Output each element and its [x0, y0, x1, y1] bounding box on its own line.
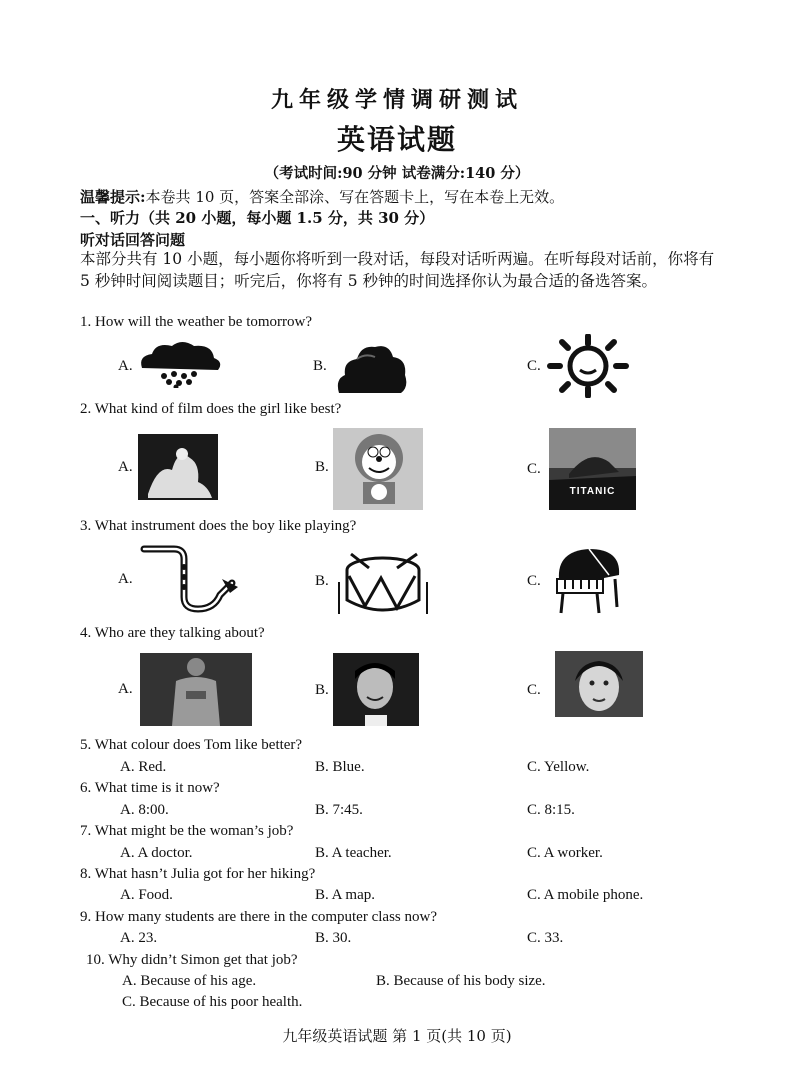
question-8: 8. What hasn’t Julia got for her hiking?	[80, 866, 316, 882]
cloud-icon	[335, 335, 409, 397]
option-8c: C. A mobile phone.	[527, 887, 644, 903]
question-7: 7. What might be the woman’s job?	[80, 823, 294, 839]
question-9: 9. How many students are there in the computer class now?	[80, 909, 437, 925]
exam-info: （考试时间:90 分钟 试卷满分:140 分）	[264, 165, 530, 182]
notice	[80, 186, 564, 207]
cartoon-cat-picture	[333, 428, 423, 510]
option-4a: A.	[118, 681, 133, 697]
option-6b: B. 7:45.	[315, 802, 363, 818]
rain-cloud-icon	[136, 338, 224, 388]
question-10: 10. Why didn’t Simon get that job?	[86, 952, 298, 968]
page-title: 九年级学情调研测试	[270, 87, 523, 113]
piano-icon	[549, 545, 629, 615]
question-1: 1. How will the weather be tomorrow?	[80, 314, 313, 330]
poster-title: TITANIC	[569, 486, 616, 497]
section-heading: 一、听力（共 20 小题，每小题 1.5 分，共 30 分）	[80, 209, 435, 227]
option-10c: C. Because of his poor health.	[122, 994, 303, 1010]
option-2a: A.	[118, 459, 133, 475]
drum-icon	[335, 546, 431, 622]
option-3a: A.	[118, 571, 133, 587]
question-3: 3. What instrument does the boy like playing?	[80, 518, 357, 534]
option-3c: C.	[527, 573, 541, 589]
option-8b: B. A map.	[315, 887, 376, 903]
option-8a: A. Food.	[120, 887, 173, 903]
option-2b: B.	[315, 459, 329, 475]
option-6c: C. 8:15.	[527, 802, 575, 818]
film-still-photo	[138, 434, 218, 500]
option-4c: C.	[527, 682, 541, 698]
question-2: 2. What kind of film does the girl like best?	[80, 401, 342, 417]
sun-icon	[542, 334, 634, 398]
instructions: 本部分共有 10 小题，每小题你将听到一段对话，每段对话听两遍。在听每段对话前，你将有 5 秒钟时间阅读题目；听完后，你将有 5 秒钟的时间选择你认为最合适的备选答案。	[80, 250, 715, 290]
question-5: 5. What colour does Tom like better?	[80, 737, 303, 753]
option-5c: C. Yellow.	[527, 759, 590, 775]
part-heading: 听对话回答问题	[80, 231, 186, 249]
actress-photo	[555, 651, 643, 717]
notice-text: 本卷共 10 页，答案全部涂、写在答题卡上，写在本卷上无效。	[145, 188, 565, 206]
option-5b: B. Blue.	[315, 759, 365, 775]
titanic-poster	[549, 428, 636, 510]
actor-photo	[333, 653, 419, 726]
option-9c: C. 33.	[527, 930, 564, 946]
option-4b: B.	[315, 682, 329, 698]
option-10b: B. Because of his body size.	[376, 973, 546, 989]
saxophone-icon	[140, 543, 240, 615]
option-9b: B. 30.	[315, 930, 352, 946]
option-7a: A. A doctor.	[120, 845, 193, 861]
notice-label: 温馨提示:	[80, 188, 146, 206]
option-7b: B. A teacher.	[315, 845, 392, 861]
option-2c: C.	[527, 461, 541, 477]
option-9a: A. 23.	[120, 930, 158, 946]
option-6a: A. 8:00.	[120, 802, 169, 818]
option-3b: B.	[315, 573, 329, 589]
question-6: 6. What time is it now?	[80, 780, 220, 796]
subject-title: 英语试题	[336, 123, 457, 156]
option-5a: A. Red.	[120, 759, 167, 775]
option-1b: B.	[313, 358, 327, 374]
question-4: 4. Who are they talking about?	[80, 625, 265, 641]
option-7c: C. A worker.	[527, 845, 603, 861]
page-footer: 九年级英语试题 第 1 页(共 10 页)	[282, 1027, 512, 1045]
option-1c: C.	[527, 358, 541, 374]
option-1a: A.	[118, 358, 133, 374]
basketball-player-photo	[140, 653, 252, 726]
option-10a: A. Because of his age.	[122, 973, 257, 989]
